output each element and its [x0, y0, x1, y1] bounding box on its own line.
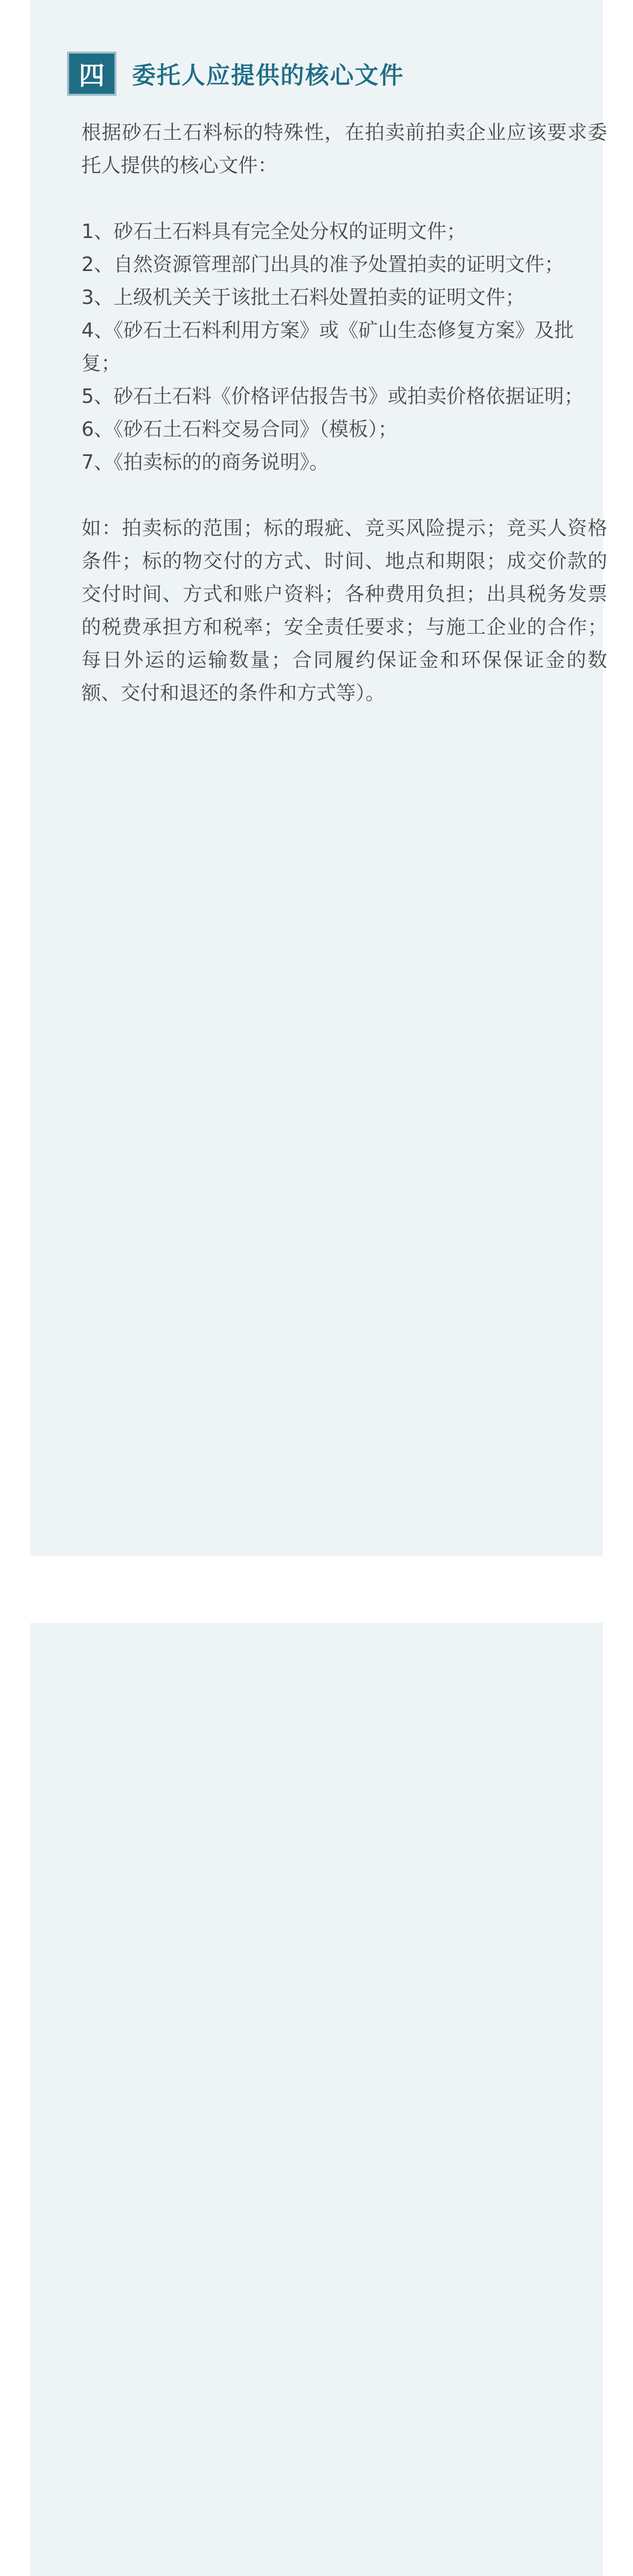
section-4-example: 如：拍卖标的范围；标的瑕疵、竞买风险提示；竞买人资格条件；标的物交付的方式、时间、地点和期限；成交价款的交付时间、方式和账户资料；各种费用负担；出具税务发票的税费承担方和税率；安全责任要求；与施工企业的合作；每日外运的运输数量；合同履约保证金和环保保证金的数额、交付和退还的条件和方式等）。 — [81, 517, 607, 704]
list-item: 4、《砂石土石料利用方案》或《矿山生态修复方案》及批复； — [81, 319, 574, 375]
section-4-heading — [67, 52, 404, 96]
list-item: 1、砂石土石料具有完全处分权的证明文件； — [81, 220, 467, 243]
list-item: 7、《拍卖标的的商务说明》。 — [81, 451, 329, 473]
section-5-panel — [30, 1623, 603, 2576]
list-item: 6、《砂石土石料交易合同》（模板）； — [81, 418, 398, 440]
list-item: 2、自然资源管理部门出具的准予处置拍卖的证明文件； — [81, 253, 564, 276]
list-item: 5、砂石土石料《价格评估报告书》或拍卖价格依据证明； — [81, 385, 584, 408]
section-4-panel — [30, 0, 607, 1556]
section-4-title: 委托人应提供的核心文件 — [132, 61, 404, 89]
core-document-list — [81, 215, 607, 479]
section-4-intro: 根据砂石土石料标的特殊性，在拍卖前拍卖企业应该要求委托人提供的核心文件： — [81, 121, 607, 177]
list-item: 3、上级机关关于该批土石料处置拍卖的证明文件； — [81, 286, 525, 309]
section-4-number: 四 — [67, 52, 116, 96]
section-4-body — [81, 116, 607, 709]
